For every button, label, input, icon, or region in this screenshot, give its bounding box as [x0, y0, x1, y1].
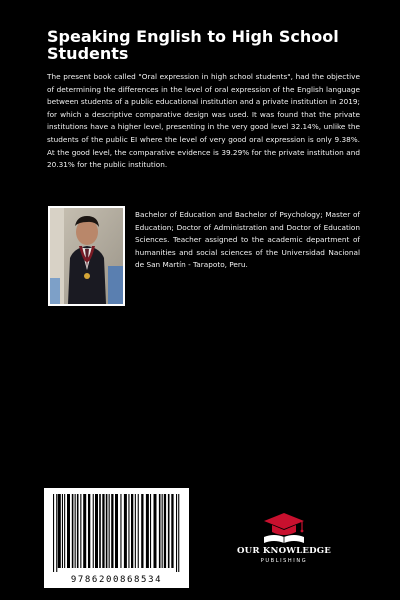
publisher-subtitle: PUBLISHING	[260, 558, 308, 564]
barcode-bars	[44, 488, 189, 576]
book-title: Speaking English to High School Students	[47, 27, 339, 63]
publisher-name: OUR KNOWLEDGE	[236, 546, 332, 556]
book-blurb: The present book called "Oral expression in high school students", had the objective of determining the differences in the level of oral expression of the English language between students of a public educational institution and a private institution in 2019; for which a descriptive comparative design was used. It was found that the private institutions have a higher level, presenting in the very good level 32.14%, unlike the students of the public EI where the level of very good oral expression is only 9.38%. At the good level, the comparative evidence is 39.29% for the private institution and 20.31% for the public institution.	[47, 72, 360, 170]
author-bio: Bachelor of Education and Bachelor of Psychology; Master of Education; Doctor of Administration and Doctor of Education Sciences. Teacher assigned to the academic department of humanities and social sciences of the Universidad Nacional de San Martín - Tarapoto, Peru.	[135, 210, 360, 270]
author-portrait-image	[50, 208, 123, 304]
graduation-cap-book-icon	[234, 510, 334, 546]
author-photo	[48, 206, 125, 306]
isbn-digits: 9786200868534	[70, 575, 163, 585]
isbn-barcode	[44, 488, 189, 588]
publisher-logo	[234, 510, 334, 568]
